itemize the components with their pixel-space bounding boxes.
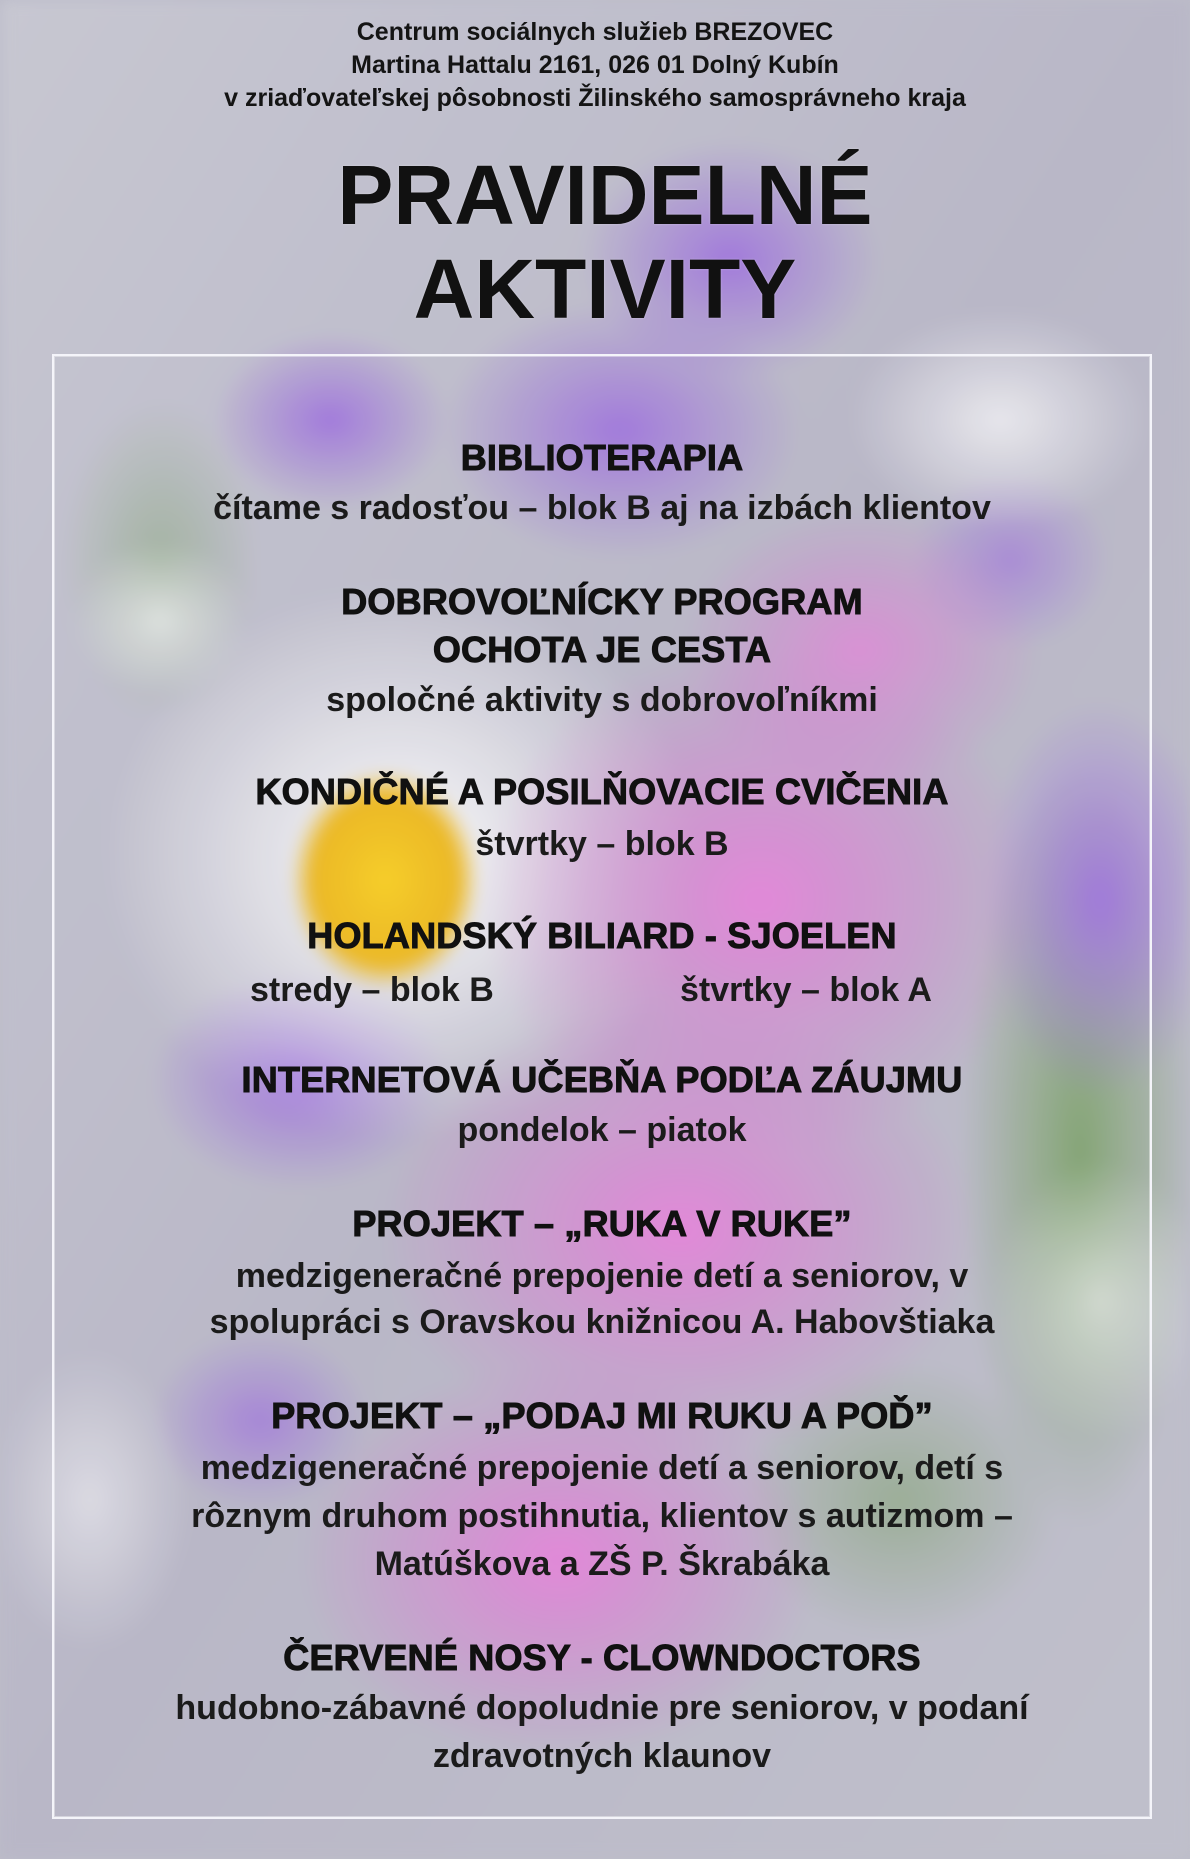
activity-detail-right: štvrtky – blok A	[680, 971, 932, 1009]
activity-heading: DOBROVOĽNÍCKY PROGRAM	[341, 581, 863, 622]
activity-heading: PROJEKT – „RUKA V RUKE”	[352, 1203, 852, 1244]
activity-heading: HOLANDSKÝ BILIARD - SJOELEN	[307, 915, 897, 956]
activity-detail: štvrtky – blok B	[475, 825, 729, 863]
activity-heading: PROJEKT – „PODAJ MI RUKU A POĎ”	[271, 1395, 933, 1436]
organization-address: Martina Hattalu 2161, 026 01 Dolný Kubín	[351, 51, 839, 79]
organization-founder: v zriaďovateľskej pôsobnosti Žilinského samosprávneho kraja	[224, 84, 966, 112]
activity-detail: spoločné aktivity s dobrovoľníkmi	[326, 681, 878, 719]
activity-detail-left: stredy – blok B	[250, 971, 494, 1009]
activity-heading: KONDIČNÉ A POSILŇOVACIE CVIČENIA	[255, 771, 949, 812]
activity-detail: medzigeneračné prepojenie detí a seniorov, detí s	[200, 1449, 1004, 1487]
activity-detail: pondelok – piatok	[457, 1111, 747, 1149]
page-title	[0, 148, 1190, 336]
activity-heading: OCHOTA JE CESTA	[432, 629, 772, 670]
title-line-2: AKTIVITY	[413, 242, 797, 336]
activity-detail: spolupráci s Oravskou knižnicou A. Habovštiaka	[209, 1303, 995, 1341]
activity-heading: BIBLIOTERAPIA	[460, 437, 744, 478]
activity-detail: rôznym druhom postihnutia, klientov s autizmom –	[191, 1497, 1013, 1535]
activity-heading: INTERNETOVÁ UČEBŇA PODĽA ZÁUJMU	[241, 1059, 963, 1100]
organization-name: Centrum sociálnych služieb BREZOVEC	[356, 18, 834, 46]
activity-heading: ČERVENÉ NOSY - CLOWNDOCTORS	[283, 1637, 921, 1678]
activity-detail: medzigeneračné prepojenie detí a seniorov, v	[235, 1257, 969, 1295]
activity-detail: hudobno-zábavné dopoludnie pre seniorov, v podaní	[175, 1689, 1029, 1727]
organization-header	[0, 16, 1190, 115]
activity-detail: zdravotných klaunov	[432, 1737, 772, 1775]
activity-detail: Matúškova a ZŠ P. Škrabáka	[374, 1545, 830, 1583]
activity-detail: čítame s radosťou – blok B aj na izbách klientov	[213, 489, 991, 527]
title-line-1: PRAVIDELNÉ	[337, 148, 873, 242]
